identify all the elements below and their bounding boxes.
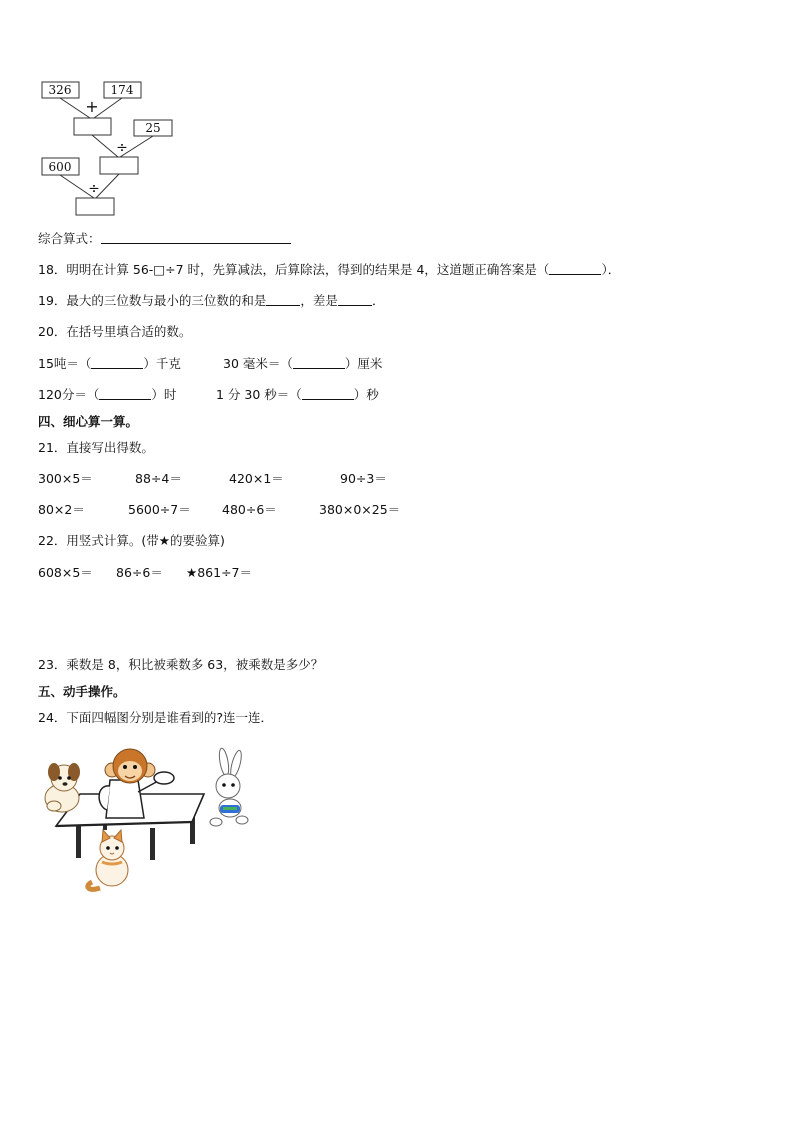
divide-operator-1: ÷ <box>116 140 128 156</box>
formula-line <box>38 229 291 247</box>
q21-r1c1: 300×5＝ <box>38 471 93 486</box>
question-24: 24．下面四幅图分别是谁看到的?连一连． <box>38 710 274 725</box>
q19-text-2: ，差是 <box>300 293 338 308</box>
q18-text: 18．明明在计算 56-□÷7 时，先算减法，后算除法，得到的结果是 4，这道题正确答案是（ <box>38 262 550 277</box>
q20-seconds-suffix: ）秒 <box>353 387 379 402</box>
q18-end: ）． <box>601 262 621 277</box>
q21-r2c2: 5600÷7＝ <box>128 502 191 517</box>
q20-tons-blank[interactable] <box>91 356 143 369</box>
q20-minutes-prefix: 120分＝（ <box>38 387 100 402</box>
tree-number-600: 600 <box>48 160 72 174</box>
q21-r1c4: 90÷3＝ <box>340 471 387 486</box>
q20-seconds-item <box>216 385 379 403</box>
tree-number-174: 174 <box>110 83 134 97</box>
q19-text-3: ． <box>371 293 385 308</box>
rabbit-icon <box>210 748 248 826</box>
q21-r2c1: 80×2＝ <box>38 502 85 517</box>
q22-title: 22．用竖式计算。(带★的要验算) <box>38 533 225 548</box>
q20-minutes-item <box>38 385 176 403</box>
question-23: 23．乘数是 8，积比被乘数多 63，被乘数是多少？ <box>38 657 324 672</box>
q20-minutes-suffix: ）时 <box>151 387 177 402</box>
q19-blank-sum[interactable] <box>266 293 300 306</box>
q20-title: 20．在括号里填合适的数。 <box>38 324 192 339</box>
formula-blank[interactable] <box>101 231 291 244</box>
cat-icon <box>88 830 128 889</box>
q20-mm-blank[interactable] <box>293 356 345 369</box>
scene-illustration <box>40 740 255 895</box>
q20-mm-item <box>223 354 382 372</box>
q21-r1c2: 88÷4＝ <box>135 471 182 486</box>
q21-r2c4: 380×0×25＝ <box>319 502 401 517</box>
q20-seconds-blank[interactable] <box>302 387 354 400</box>
question-19 <box>38 291 384 309</box>
section-4-heading: 四、细心算一算。 <box>38 414 139 429</box>
q20-tons-item <box>38 354 181 372</box>
q19-text-1: 19．最大的三位数与最小的三位数的和是 <box>38 293 267 308</box>
q21-r1c3: 420×1＝ <box>229 471 284 486</box>
tree-number-25: 25 <box>145 121 161 135</box>
q18-blank[interactable] <box>549 262 601 275</box>
q21-r2c3: 480÷6＝ <box>222 502 277 517</box>
q21-title: 21．直接写出得数。 <box>38 440 154 455</box>
q20-tons-prefix: 15吨＝（ <box>38 356 92 371</box>
q19-blank-difference[interactable] <box>338 293 372 306</box>
q20-minutes-blank[interactable] <box>99 387 151 400</box>
q22-item-3: ★861÷7＝ <box>186 565 252 580</box>
q22-item-1: 608×5＝ <box>38 565 93 580</box>
monkey-icon <box>105 749 155 783</box>
question-18 <box>38 260 620 278</box>
q20-mm-prefix: 30 毫米＝（ <box>223 356 293 371</box>
q20-tons-suffix: ）千克 <box>143 356 181 371</box>
q20-seconds-prefix: 1 分 30 秒＝（ <box>216 387 302 402</box>
calculation-tree <box>38 78 198 220</box>
dog-icon <box>45 763 80 812</box>
q20-mm-suffix: ）厘米 <box>344 356 383 371</box>
tree-number-326: 326 <box>48 83 72 97</box>
formula-label: 综合算式： <box>38 231 101 246</box>
section-5-heading: 五、动手操作。 <box>38 684 126 699</box>
divide-operator-2: ÷ <box>88 181 100 197</box>
q22-item-2: 86÷6＝ <box>116 565 163 580</box>
plus-operator: + <box>85 97 99 116</box>
